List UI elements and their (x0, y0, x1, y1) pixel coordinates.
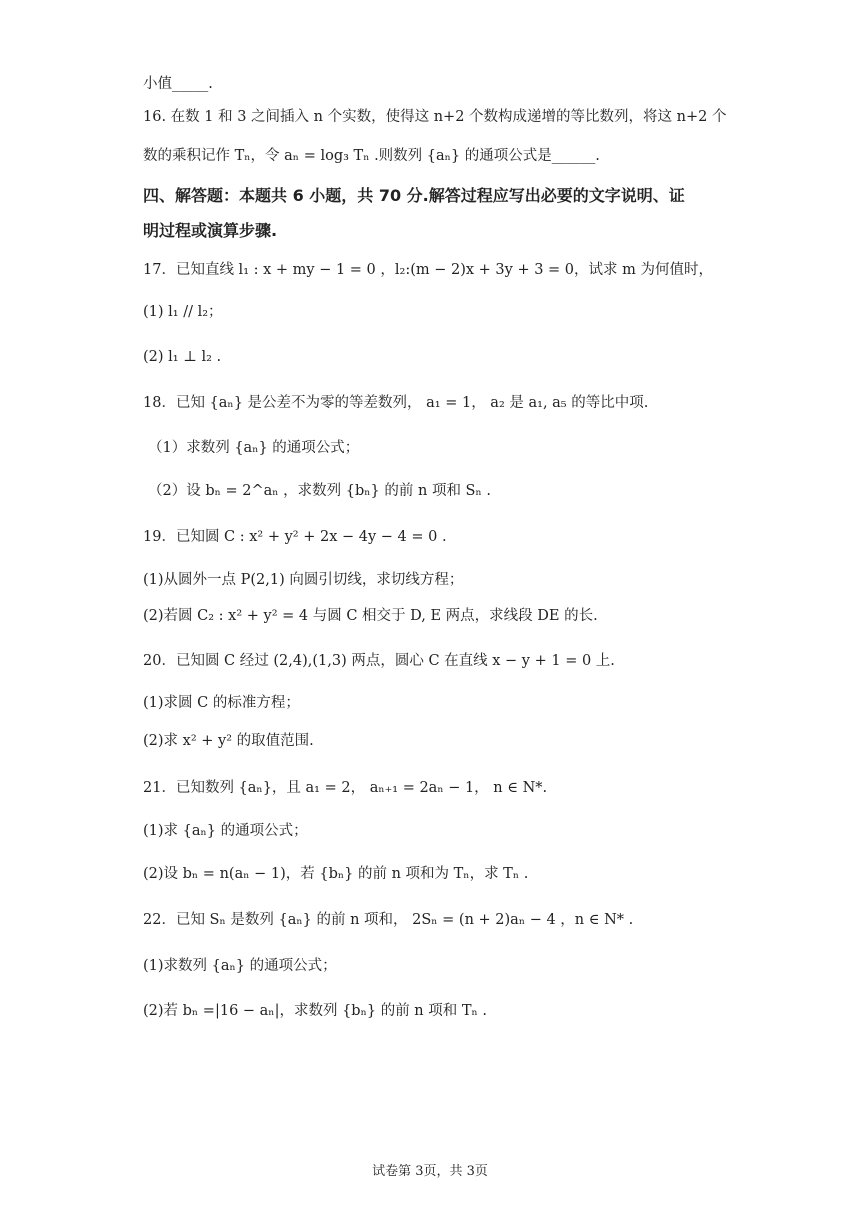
question-16-line-1: 16. 在数 1 和 3 之间插入 n 个实数，使得这 n+2 个数构成递增的等比数列，将这 n+2 个 (143, 109, 727, 125)
question-17-part-1: (1) l₁ // l₂； (143, 304, 223, 320)
question-19-part-2: (2)若圆 C₂ : x² + y² = 4 与圆 C 相交于 D, E 两点，求线段 DE 的长. (143, 608, 598, 624)
question-21-part-2: (2)设 bₙ = n(aₙ − 1)，若 {bₙ} 的前 n 项和为 Tₙ，求 Tₙ . (143, 866, 529, 882)
question-16-line-2: 数的乘积记作 Tₙ，令 aₙ = log₃ Tₙ .则数列 {aₙ} 的通项公式是______. (143, 148, 600, 164)
question-21: 21．已知数列 {aₙ}，且 a₁ = 2， aₙ₊₁ = 2aₙ − 1， n ∈ N*. (143, 780, 548, 796)
question-18: 18．已知 {aₙ} 是公差不为零的等差数列， a₁ = 1， a₂ 是 a₁, a₅ 的等比中项. (143, 395, 649, 411)
question-19: 19．已知圆 C : x² + y² + 2x − 4y − 4 = 0 . (143, 529, 447, 545)
section-heading-cont: 明过程或演算步骤. (143, 221, 278, 240)
question-20-part-1: (1)求圆 C 的标准方程； (143, 695, 300, 711)
question-17-part-2: (2) l₁ ⊥ l₂ . (143, 349, 222, 365)
question-22: 22．已知 Sₙ 是数列 {aₙ} 的前 n 项和， 2Sₙ = (n + 2)aₙ − 4 ，n ∈ N* . (143, 912, 634, 928)
question-18-part-2: （2）设 bₙ = 2^aₙ ，求数列 {bₙ} 的前 n 项和 Sₙ . (148, 483, 491, 499)
question-20: 20．已知圆 C 经过 (2,4),(1,3) 两点，圆心 C 在直线 x − y + 1 = 0 上. (143, 653, 615, 669)
page-footer: 试卷第 3页，共 3页 (372, 1164, 488, 1179)
question-18-part-1: （1）求数列 {aₙ} 的通项公式； (148, 440, 360, 456)
question-22-part-2: (2)若 bₙ =|16 − aₙ|，求数列 {bₙ} 的前 n 项和 Tₙ . (143, 1003, 488, 1019)
question-20-part-2: (2)求 x² + y² 的取值范围. (143, 733, 314, 749)
text-line: 小值_____. (143, 76, 213, 92)
question-22-part-1: (1)求数列 {aₙ} 的通项公式； (143, 958, 337, 974)
question-19-part-1: (1)从圆外一点 P(2,1) 向圆引切线，求切线方程； (143, 572, 464, 588)
section-heading: 四、解答题：本题共 6 小题，共 70 分.解答过程应写出必要的文字说明、证 (143, 186, 685, 205)
question-21-part-1: (1)求 {aₙ} 的通项公式； (143, 823, 308, 839)
question-17: 17．已知直线 l₁ : x + my − 1 = 0 ，l₂:(m − 2)x + 3y + 3 = 0，试求 m 为何值时， (143, 262, 714, 278)
